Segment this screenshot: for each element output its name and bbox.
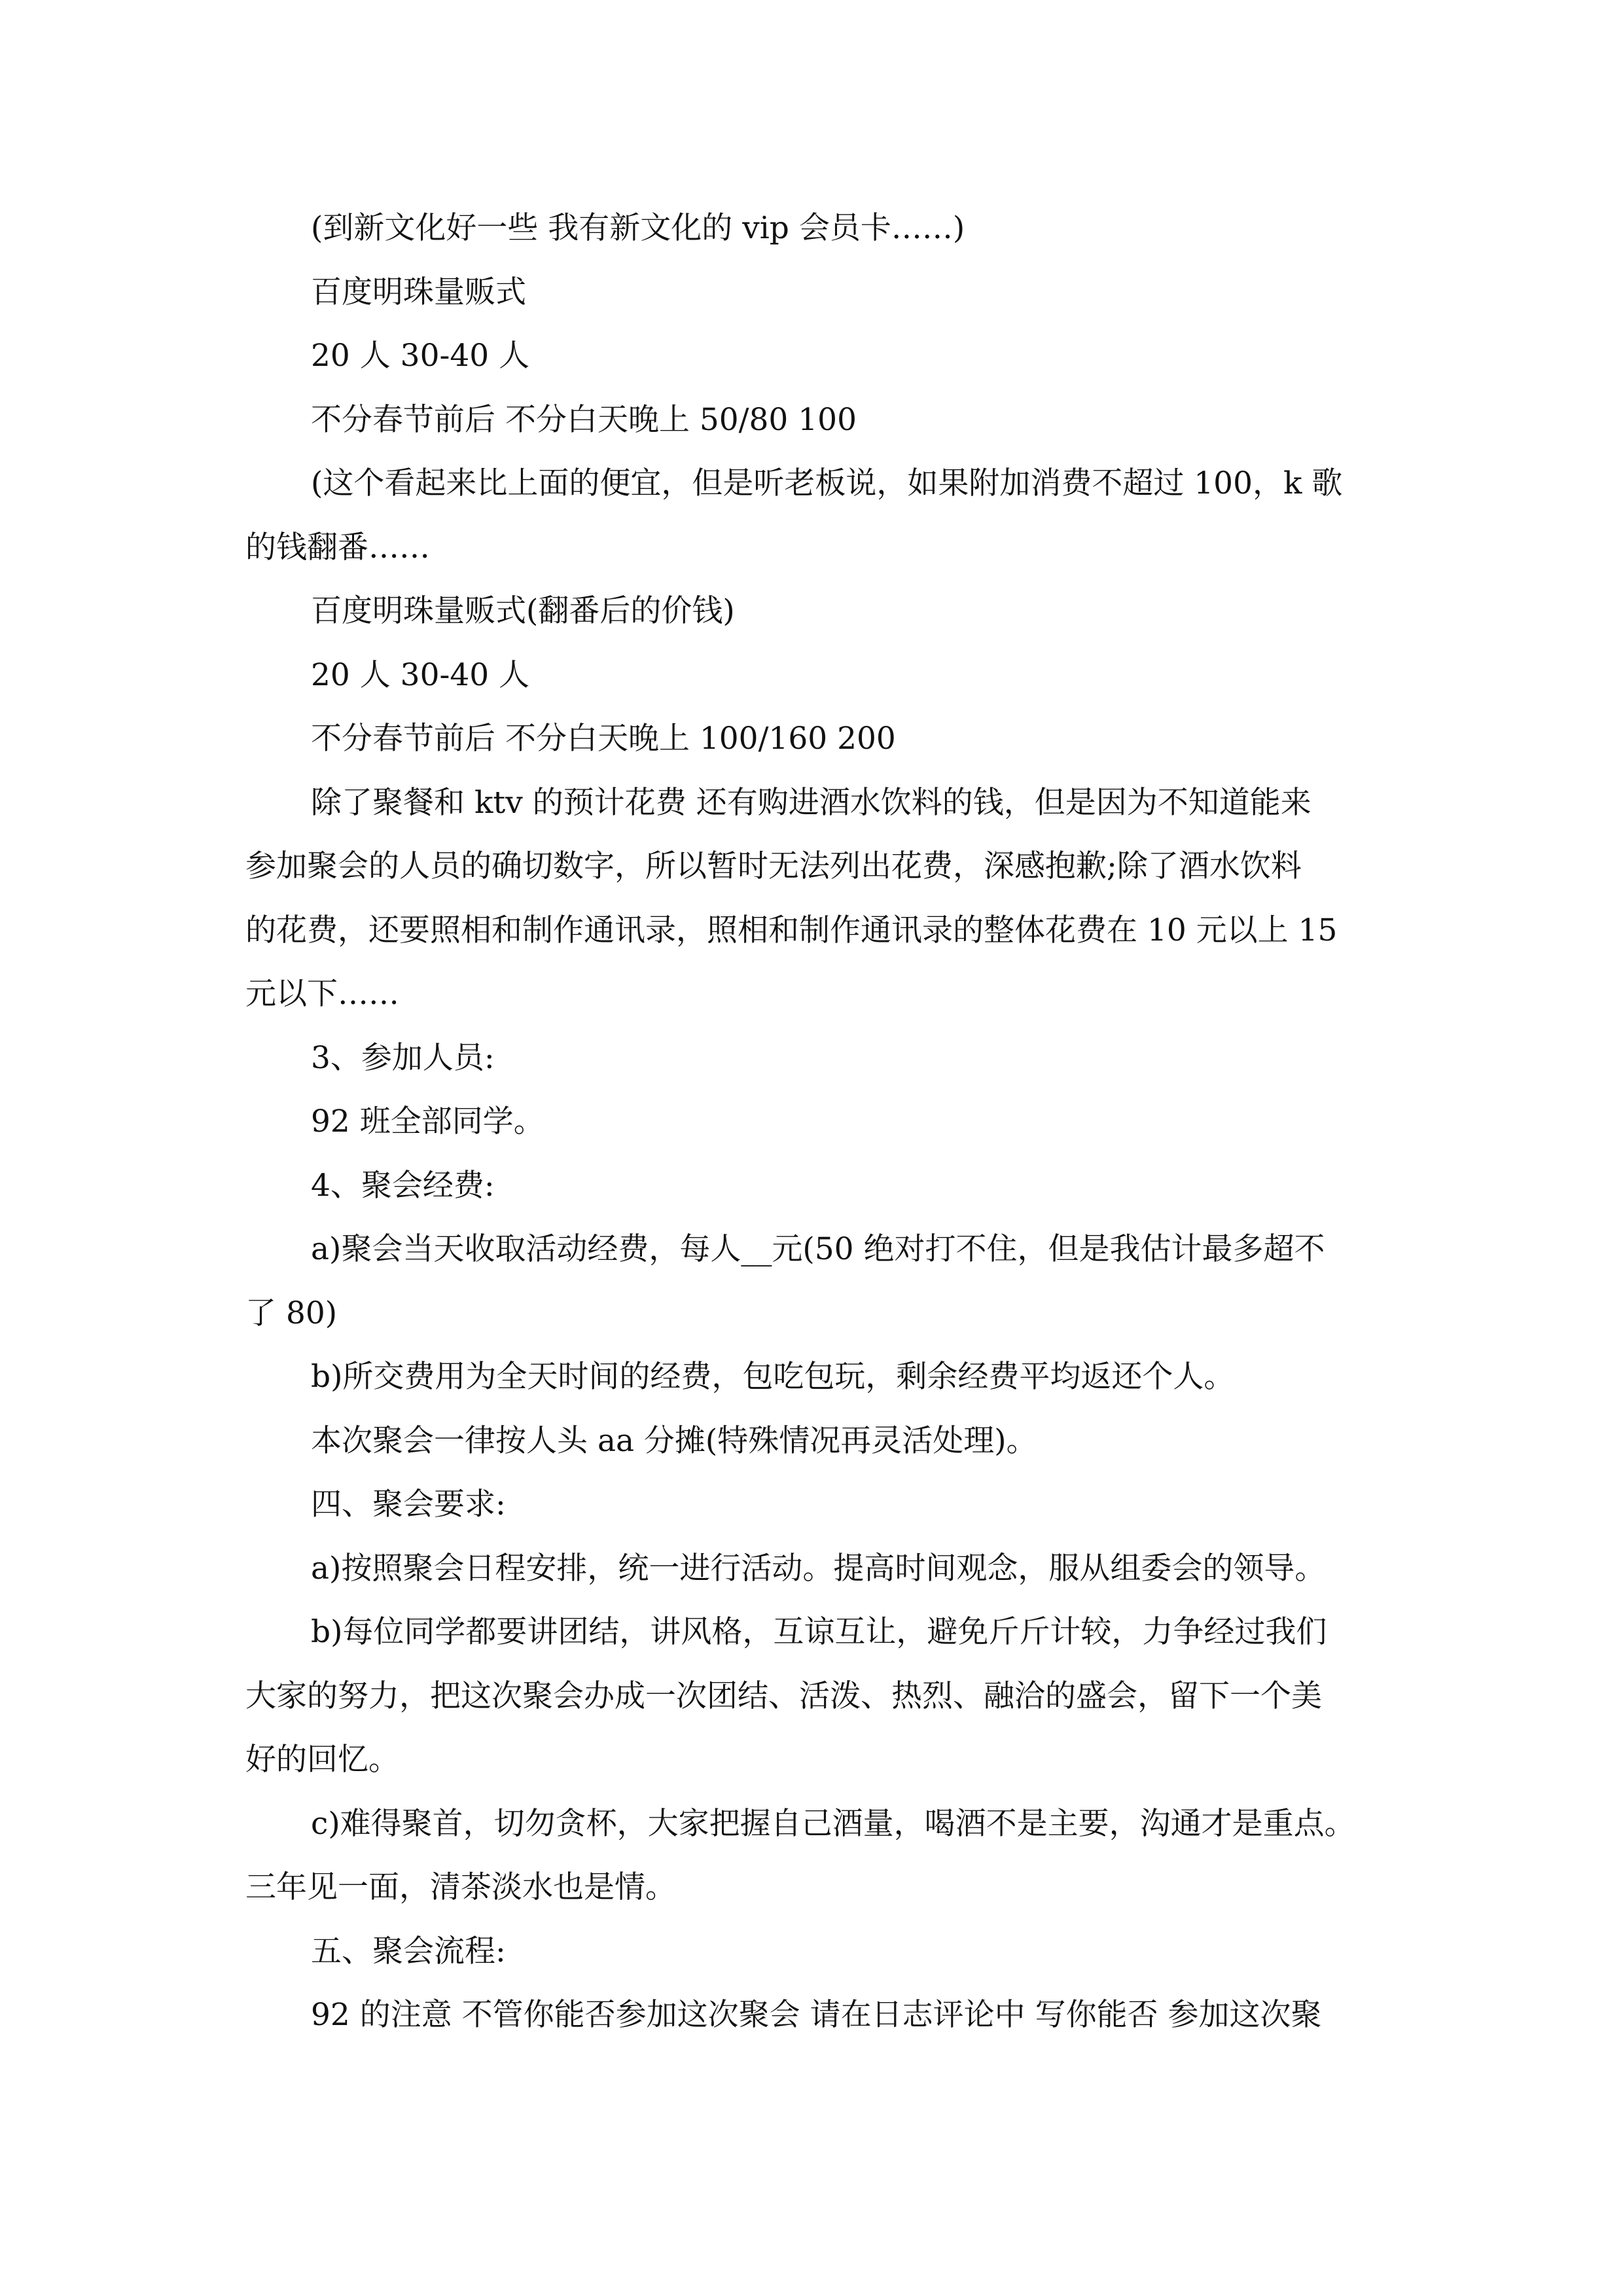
text-line: (这个看起来比上面的便宜，但是听老板说，如果附加消费不超过 100，k 歌: [311, 465, 1343, 501]
text-line: 元以下……: [245, 976, 399, 1012]
section-heading: 四、聚会要求:: [311, 1486, 506, 1522]
text-line: b)每位同学都要讲团结，讲风格，互谅互让，避免斤斤计较，力争经过我们: [311, 1614, 1327, 1650]
text-line: 参加聚会的人员的确切数字，所以暂时无法列出花费，深感抱歉;除了酒水饮料: [245, 848, 1302, 884]
text-line: 百度明珠量贩式: [311, 274, 526, 310]
document-page: [245, 196, 1384, 2047]
text-line: 的花费，还要照相和制作通讯录，照相和制作通讯录的整体花费在 10 元以上 15: [245, 912, 1338, 948]
text-line: 92 班全部同学。: [311, 1103, 544, 1139]
text-line: a)聚会当天收取活动经费，每人__元(50 绝对打不住，但是我估计最多超不: [311, 1231, 1325, 1267]
text-line: 了 80): [245, 1295, 338, 1331]
text-line: 92 的注意 不管你能否参加这次聚会 请在日志评论中 写你能否 参加这次聚: [311, 1997, 1322, 2033]
text-line: 20 人 30-40 人: [311, 656, 530, 693]
text-line: 百度明珠量贩式(翻番后的价钱): [311, 593, 735, 629]
text-line: 不分春节前后 不分白天晚上 100/160 200: [311, 721, 896, 757]
text-line: 大家的努力，把这次聚会办成一次团结、活泼、热烈、融洽的盛会，留下一个美: [245, 1677, 1322, 1714]
text-line: 20 人 30-40 人: [311, 338, 530, 374]
text-line: 除了聚餐和 ktv 的预计花费 还有购进酒水饮料的钱，但是因为不知道能来: [311, 784, 1311, 821]
text-line: 本次聚会一律按人头 aa 分摊(特殊情况再灵活处理)。: [311, 1422, 1037, 1459]
section-heading: 4、聚会经费:: [311, 1167, 495, 1204]
text-line: b)所交费用为全天时间的经费，包吃包玩，剩余经费平均返还个人。: [311, 1359, 1235, 1395]
section-heading: 五、聚会流程:: [311, 1933, 506, 1969]
text-line: a)按照聚会日程安排，统一进行活动。提高时间观念，服从组委会的领导。: [311, 1550, 1326, 1587]
text-line: 好的回忆。: [245, 1742, 399, 1778]
section-heading: 3、参加人员:: [311, 1039, 495, 1076]
text-line: 的钱翻番……: [245, 529, 430, 565]
text-line: c)难得聚首，切勿贪杯，大家把握自己酒量，喝酒不是主要，沟通才是重点。: [311, 1805, 1355, 1842]
text-line: 三年见一面，清茶淡水也是情。: [245, 1869, 676, 1905]
text-line: (到新文化好一些 我有新文化的 vip 会员卡……): [311, 210, 965, 246]
text-line: 不分春节前后 不分白天晚上 50/80 100: [311, 401, 857, 438]
